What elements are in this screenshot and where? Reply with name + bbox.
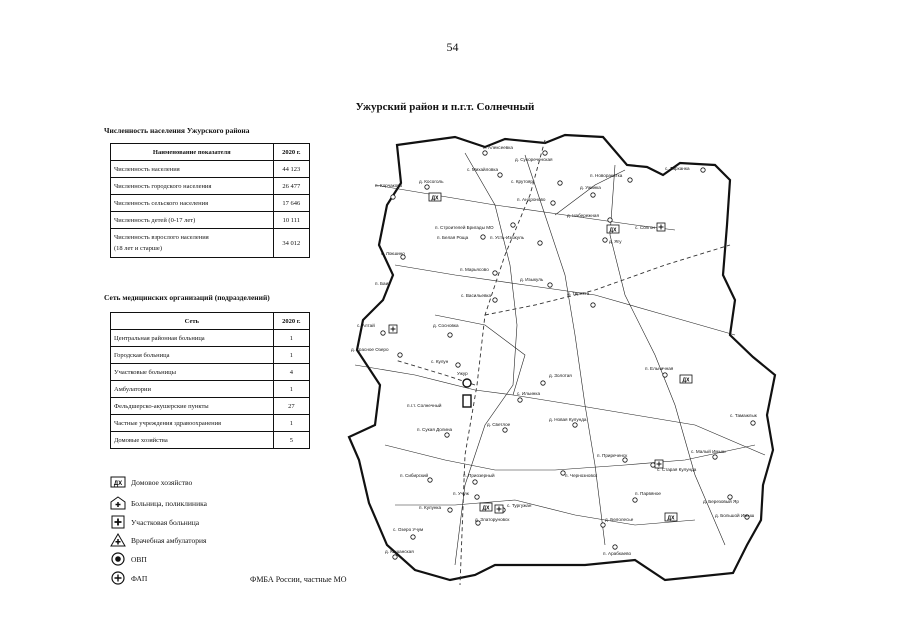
fap-icon xyxy=(628,178,632,182)
place-label: п. Арабкаево xyxy=(603,551,632,556)
legend-label: Домовое хозяйство xyxy=(131,477,193,487)
ovp-icon xyxy=(381,331,385,335)
place-label: п. Баит xyxy=(375,281,391,286)
row-label: Домовые хозяйства xyxy=(111,432,274,449)
place-label: с. Кулун xyxy=(431,359,449,364)
place-label: п. Марьясово xyxy=(460,267,489,272)
fap-icon xyxy=(543,151,547,155)
house-hold-icon xyxy=(429,193,441,201)
fap-icon xyxy=(493,298,497,302)
row-label: Городская больница xyxy=(111,347,274,364)
place-label: д. Светлое xyxy=(487,422,511,427)
place-label: с. Крутояр xyxy=(511,179,533,184)
column-header: 2020 г. xyxy=(273,313,309,330)
fap-icon xyxy=(633,498,637,502)
district-hospital-icon xyxy=(389,325,397,333)
fap-icon xyxy=(445,433,449,437)
row-label: Центральная районная больница xyxy=(111,330,274,347)
fap-icon xyxy=(608,218,612,222)
house-hold-icon xyxy=(480,503,492,511)
place-label: д. Изыкуль xyxy=(520,277,544,282)
place-label: п. Новоракитка xyxy=(590,173,623,178)
row-value: 17 646 xyxy=(273,195,309,212)
fap-icon xyxy=(548,283,552,287)
fap-icon xyxy=(110,571,126,585)
place-label: д. Кашанская xyxy=(385,549,414,554)
place-label: п. Парвяное xyxy=(635,491,661,496)
fap-icon xyxy=(428,478,432,482)
house-hold-icon xyxy=(680,375,692,383)
place-label: д. Березовый Яр xyxy=(703,499,739,504)
table-row xyxy=(111,347,310,364)
row-label: Численность населения xyxy=(111,161,274,178)
table-row xyxy=(111,212,310,229)
fap-icon xyxy=(391,195,395,199)
legend-label: Врачебная амбулатория xyxy=(131,535,207,545)
place-label: д. Косоголь xyxy=(419,179,444,184)
legend-item-district-hospital xyxy=(110,515,199,529)
fap-icon xyxy=(603,238,607,242)
place-label: п. Строителей Бригады МО xyxy=(435,225,494,230)
legend-label: ОВП xyxy=(131,554,147,564)
fap-icon xyxy=(475,495,479,499)
fap-icon xyxy=(473,480,477,484)
fap-icon xyxy=(551,201,555,205)
fap-icon xyxy=(481,235,485,239)
place-label: д. Новая Кулунда xyxy=(549,417,587,422)
legend-label: Участковая больница xyxy=(131,517,200,527)
fap-icon xyxy=(483,151,487,155)
fap-icon xyxy=(591,303,595,307)
hospital-icon xyxy=(110,496,126,510)
fap-icon xyxy=(713,455,717,459)
place-labels xyxy=(351,145,758,556)
ovp-icon xyxy=(425,185,429,189)
row-label: Численность городского населения xyxy=(111,178,274,195)
row-label xyxy=(111,229,274,258)
legend-item-fap xyxy=(110,571,147,585)
place-label: с. Малый Имыш xyxy=(691,449,726,454)
table-header-row xyxy=(111,313,310,330)
place-label: д. Белолесье xyxy=(605,517,634,522)
fap-icon xyxy=(623,458,627,462)
place-label: п. Андроново xyxy=(517,197,546,202)
district-hospital-icon xyxy=(110,515,126,529)
row-label: Участковые больницы xyxy=(111,364,274,381)
fap-icon xyxy=(701,168,705,172)
row-label-line1: Численность взрослого населения xyxy=(114,234,209,241)
house-hold-icon xyxy=(110,476,126,488)
house-hold-symbol-text: ДХ xyxy=(482,505,490,512)
fap-icon xyxy=(573,423,577,427)
fap-icon xyxy=(503,428,507,432)
ovp-icon xyxy=(651,463,655,467)
network-table xyxy=(110,312,310,449)
page-number: 54 xyxy=(446,40,459,54)
network-heading: Сеть медицинских организаций (подразделений) xyxy=(104,293,270,302)
footer-note: ФМБА России, частные МО xyxy=(250,575,347,584)
district-hospital-markers xyxy=(389,223,665,513)
fap-icon xyxy=(456,363,460,367)
place-label: с. Озеро Учум xyxy=(393,527,424,532)
fap-icon xyxy=(751,421,755,425)
ambulatory-icon xyxy=(110,533,126,547)
house-hold-symbol-text: ДХ xyxy=(431,195,439,202)
table-header-row xyxy=(111,144,310,161)
place-label: п. Корчаково xyxy=(375,183,403,188)
fap-icon xyxy=(541,381,545,385)
fap-icon xyxy=(448,333,452,337)
table-row xyxy=(111,229,310,258)
table-row xyxy=(111,161,310,178)
house-hold-symbol-text: ДХ xyxy=(667,515,675,522)
population-heading: Численность населения Ужурского района xyxy=(104,126,250,135)
place-label: д. Красное Озеро xyxy=(351,347,389,352)
column-header: 2020 г. xyxy=(273,144,309,161)
table-row xyxy=(111,195,310,212)
house-hold-symbol-text: ДХ xyxy=(682,377,690,384)
row-value: 26 477 xyxy=(273,178,309,195)
place-label: п. Учуж xyxy=(453,491,469,496)
legend-item-ambulatory xyxy=(110,533,206,547)
ovp-icon xyxy=(110,552,126,566)
table-row xyxy=(111,415,310,432)
place-label: с. Тамажлык xyxy=(730,413,757,418)
ovp-icon xyxy=(411,535,415,539)
legend-item-household xyxy=(110,475,192,489)
column-header: Наименование показателя xyxy=(111,144,274,161)
row-value: 5 xyxy=(273,432,309,449)
place-label: с. Солгон xyxy=(635,225,655,230)
place-label: Ужур xyxy=(457,371,468,376)
fap-icon xyxy=(663,373,667,377)
table-row xyxy=(111,364,310,381)
place-label: с. Старая Кулунда xyxy=(657,467,697,472)
place-label: п.г.т. Солнечный xyxy=(407,403,442,408)
row-value: 4 xyxy=(273,364,309,381)
place-label: п. Чернозновск xyxy=(565,473,598,478)
row-value: 1 xyxy=(273,330,309,347)
place-label: п. Ельничная xyxy=(645,366,674,371)
row-value: 34 012 xyxy=(273,229,309,258)
house-hold-symbol-text: ДХ xyxy=(609,227,617,234)
row-value: 1 xyxy=(273,381,309,398)
population-table xyxy=(110,143,310,258)
map-title: Ужурский район и п.г.т. Солнечный xyxy=(355,101,535,113)
legend-label: ФАП xyxy=(131,573,148,583)
row-value: 1 xyxy=(273,415,309,432)
column-header: Сеть xyxy=(111,313,274,330)
place-label: д. Златоруновск xyxy=(475,517,510,522)
place-label: д. Ягу xyxy=(609,239,622,244)
row-value: 44 123 xyxy=(273,161,309,178)
fap-icon xyxy=(511,223,515,227)
district-hospital-icon xyxy=(495,505,503,513)
place-label: д. Набережная xyxy=(567,213,599,218)
place-label: с. Ильинка xyxy=(517,391,540,396)
row-label: Численность сельского населения xyxy=(111,195,274,212)
row-label: Численность детей (0-17 лет) xyxy=(111,212,274,229)
place-label: с. Тарханка xyxy=(665,166,690,171)
place-label: п. Усть-Изыкуль xyxy=(490,235,525,240)
legend-label: Больница, поликлиника xyxy=(131,498,207,508)
place-label: п. Сукая Долина xyxy=(417,427,453,432)
place-label: п. Сибирский xyxy=(400,473,429,478)
place-label: п. Кулунка xyxy=(419,505,442,510)
place-label: д. Большой Имыш xyxy=(715,513,755,518)
place-label: п. Приозерный xyxy=(463,473,495,478)
row-label: Фельдшерско-акушерские пункты xyxy=(111,398,274,415)
fap-icon xyxy=(591,193,595,197)
table-row xyxy=(111,178,310,195)
ovp-icon xyxy=(558,181,562,185)
table-row xyxy=(111,330,310,347)
row-label: Амбулатории xyxy=(111,381,274,398)
place-label: д. Сухореченская xyxy=(515,157,553,162)
district-hospital-icon xyxy=(657,223,665,231)
legend-item-hospital xyxy=(110,496,207,510)
house-hold-symbol-text: ДХ xyxy=(113,481,123,487)
place-label: с. Васильевка xyxy=(461,293,492,298)
fap-icon xyxy=(518,398,522,402)
fap-icon xyxy=(613,545,617,549)
district-map xyxy=(335,125,780,585)
place-label: с. Локшино xyxy=(381,251,405,256)
fap-icon xyxy=(601,523,605,527)
legend-item-ovp xyxy=(110,552,147,566)
fap-icon xyxy=(498,173,502,177)
city-marker-icon xyxy=(463,379,471,387)
row-value: 10 111 xyxy=(273,212,309,229)
place-label: д. Золотая xyxy=(549,373,572,378)
fap-icon xyxy=(493,271,497,275)
place-label: д. Сосновка xyxy=(433,323,459,328)
place-label: д. Терехта xyxy=(567,291,590,296)
city-block-icon xyxy=(463,395,471,407)
place-label: п. Приреченск xyxy=(597,453,628,458)
fap-icon xyxy=(538,241,542,245)
fap-icon xyxy=(398,353,402,357)
house-hold-icon xyxy=(665,513,677,521)
row-label-line2: (18 лет и старше) xyxy=(114,245,162,252)
row-value: 27 xyxy=(273,398,309,415)
row-value: 1 xyxy=(273,347,309,364)
row-label: Частные учреждения здравоохранения xyxy=(111,415,274,432)
fap-icon xyxy=(448,508,452,512)
place-label: п. Белая Роща xyxy=(437,235,469,240)
table-row xyxy=(111,381,310,398)
table-row xyxy=(111,432,310,449)
place-label: д. Ужанка xyxy=(580,185,601,190)
place-label: с. Михайловка xyxy=(467,167,499,172)
place-label: п. Алексеевка xyxy=(483,145,513,150)
fap-icon xyxy=(393,555,397,559)
house-hold-icon xyxy=(607,225,619,233)
place-label: с. Алтай xyxy=(357,323,375,328)
table-row xyxy=(111,398,310,415)
place-label: с. Тургужан xyxy=(507,503,532,508)
